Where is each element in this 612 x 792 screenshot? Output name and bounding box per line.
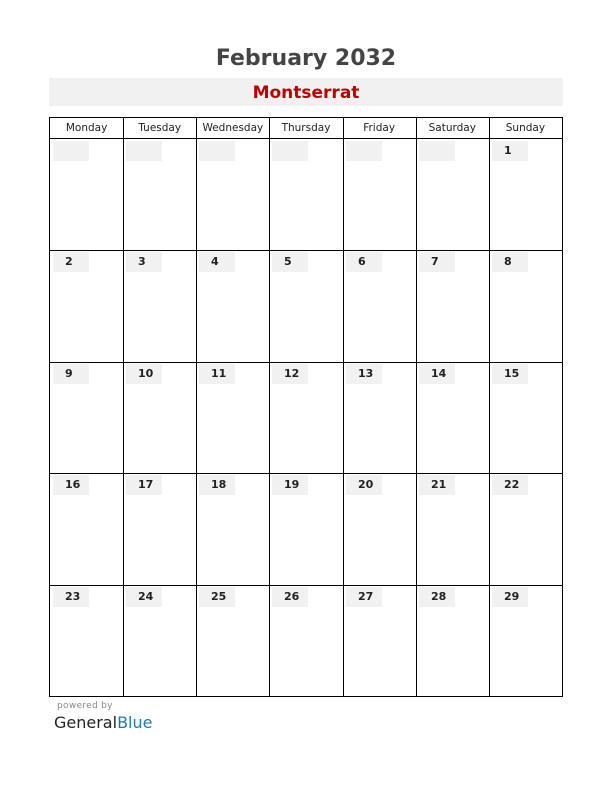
day-number: 8: [492, 252, 528, 272]
day-number: 17: [126, 475, 162, 495]
row-divider: [50, 585, 562, 586]
day-number: 28: [419, 587, 455, 607]
column-divider: [343, 118, 344, 696]
day-cell[interactable]: [419, 364, 488, 472]
day-number: 5: [272, 252, 308, 272]
day-cell[interactable]: [272, 587, 341, 695]
day-cell[interactable]: [346, 364, 415, 472]
day-number: 18: [199, 475, 235, 495]
day-cell[interactable]: [492, 364, 561, 472]
empty-day-cell: [419, 141, 488, 249]
day-cell[interactable]: [419, 587, 488, 695]
day-cell[interactable]: [126, 252, 195, 360]
day-number: [346, 141, 382, 161]
empty-day-cell: [346, 141, 415, 249]
day-cell[interactable]: [492, 587, 561, 695]
day-number: 7: [419, 252, 455, 272]
day-cell[interactable]: [419, 475, 488, 583]
day-number: 14: [419, 364, 455, 384]
row-divider: [50, 250, 562, 251]
day-cell[interactable]: [53, 587, 122, 695]
day-number: 22: [492, 475, 528, 495]
empty-day-cell: [199, 141, 268, 249]
day-number: 20: [346, 475, 382, 495]
weekday-header-tuesday: Tuesday: [138, 122, 182, 134]
day-number: 2: [53, 252, 89, 272]
column-divider: [489, 118, 490, 696]
weekday-header-monday: Monday: [65, 122, 108, 134]
day-number: 15: [492, 364, 528, 384]
row-divider: [50, 473, 562, 474]
day-number: 9: [53, 364, 89, 384]
day-cell[interactable]: [126, 587, 195, 695]
day-number: [199, 141, 235, 161]
day-number: [126, 141, 162, 161]
day-cell[interactable]: [419, 252, 488, 360]
day-cell[interactable]: [492, 475, 561, 583]
day-cell[interactable]: [53, 475, 122, 583]
brand-name-general: General: [54, 713, 118, 732]
page-title: February 2032: [215, 46, 397, 71]
day-number: 29: [492, 587, 528, 607]
day-number: 16: [53, 475, 89, 495]
day-cell[interactable]: [53, 252, 122, 360]
day-cell[interactable]: [346, 587, 415, 695]
day-number: 4: [199, 252, 235, 272]
day-number: 13: [346, 364, 382, 384]
day-cell[interactable]: [492, 252, 561, 360]
day-cell[interactable]: [272, 364, 341, 472]
day-number: 21: [419, 475, 455, 495]
weekday-header-friday: Friday: [363, 122, 396, 134]
weekday-header-sunday: Sunday: [505, 122, 546, 134]
day-number: [419, 141, 455, 161]
column-divider: [269, 118, 270, 696]
weekday-header-thursday: Thursday: [281, 122, 331, 134]
day-cell[interactable]: [272, 475, 341, 583]
day-number: 11: [199, 364, 235, 384]
day-number: 3: [126, 252, 162, 272]
weekday-header-wednesday: Wednesday: [202, 122, 264, 134]
weekday-header-saturday: Saturday: [428, 122, 476, 134]
calendar-grid: [49, 117, 563, 697]
country-banner: [49, 78, 563, 106]
day-cell[interactable]: [199, 587, 268, 695]
day-cell[interactable]: [199, 475, 268, 583]
day-number: [272, 141, 308, 161]
day-cell[interactable]: [346, 475, 415, 583]
day-number: 19: [272, 475, 308, 495]
empty-day-cell: [53, 141, 122, 249]
day-number: 1: [492, 141, 528, 161]
brand-name-blue: Blue: [117, 713, 153, 732]
day-cell[interactable]: [126, 364, 195, 472]
day-number: 10: [126, 364, 162, 384]
empty-day-cell: [272, 141, 341, 249]
day-number: 12: [272, 364, 308, 384]
country-name: Montserrat: [252, 83, 360, 103]
day-number: 27: [346, 587, 382, 607]
day-number: 23: [53, 587, 89, 607]
day-number: 26: [272, 587, 308, 607]
empty-day-cell: [126, 141, 195, 249]
day-cell[interactable]: [53, 364, 122, 472]
day-cell[interactable]: [272, 252, 341, 360]
day-cell[interactable]: [126, 475, 195, 583]
column-divider: [123, 118, 124, 696]
day-number: [53, 141, 89, 161]
day-cell[interactable]: [199, 364, 268, 472]
brand-logo[interactable]: [54, 713, 152, 732]
day-cell[interactable]: [199, 252, 268, 360]
day-number: 25: [199, 587, 235, 607]
day-cell[interactable]: [346, 252, 415, 360]
column-divider: [416, 118, 417, 696]
row-divider: [50, 362, 562, 363]
day-cell[interactable]: [492, 141, 561, 249]
day-number: 6: [346, 252, 382, 272]
column-divider: [196, 118, 197, 696]
weekday-header-row: [50, 118, 562, 139]
powered-by-label: powered by: [57, 701, 113, 711]
day-number: 24: [126, 587, 162, 607]
